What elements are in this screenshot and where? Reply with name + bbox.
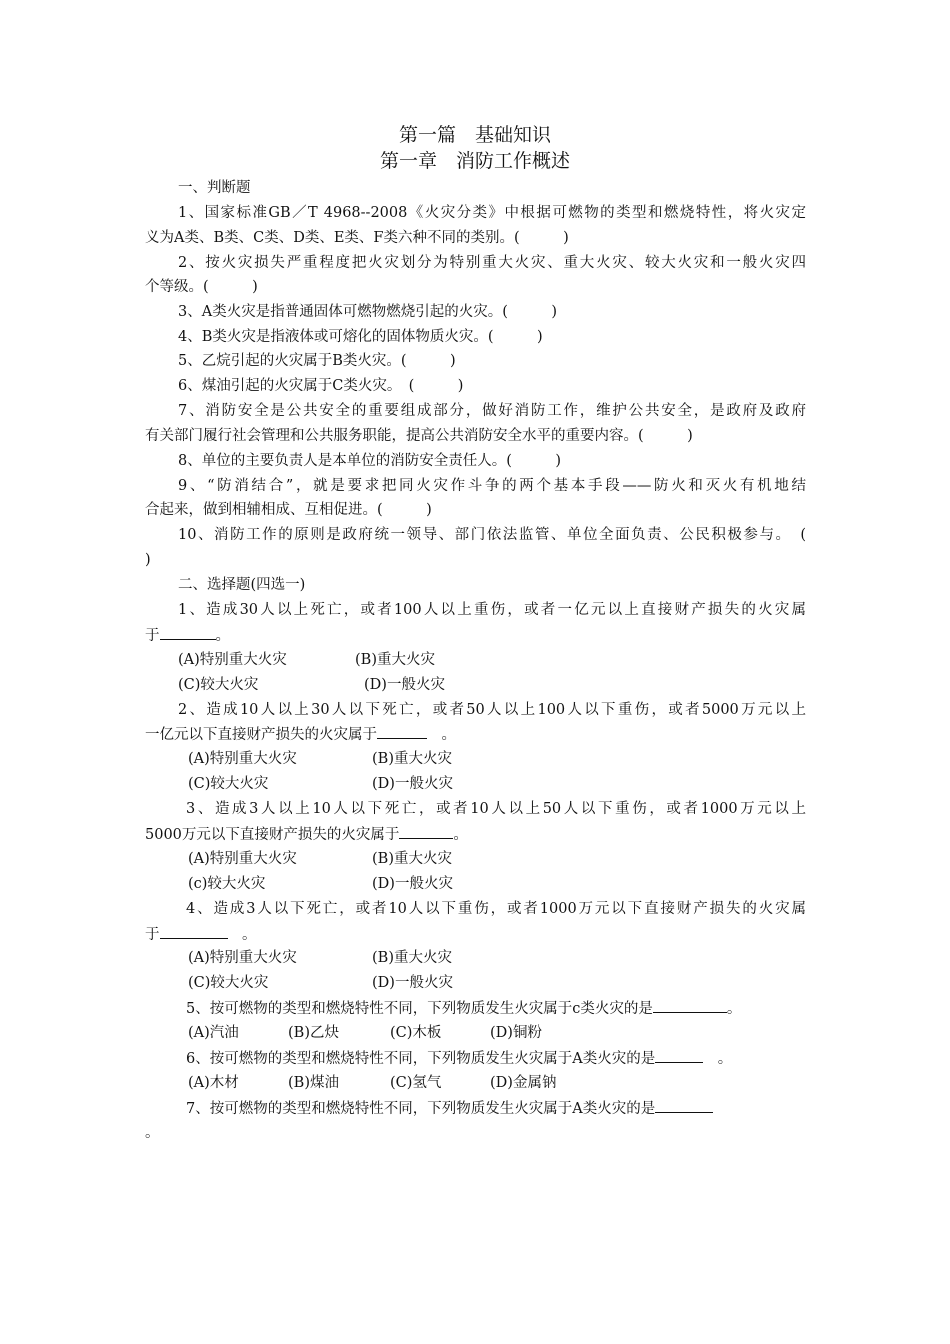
mc-5-option-c: (C)木板 bbox=[390, 1025, 442, 1041]
mc-question-5-prefix: 5、按可燃物的类型和燃烧特性不同，下列物质发生火灾属于c类火灾的是 bbox=[186, 1001, 653, 1017]
tf-question-5: 5、乙烷引起的火灾属于B类火灾。( ) bbox=[178, 353, 456, 369]
answer-blank[interactable] bbox=[399, 824, 453, 839]
mc-3-option-a: (A)特别重大火灾 bbox=[188, 851, 297, 867]
mc-4-option-b: (B)重大火灾 bbox=[372, 950, 452, 966]
mc-3-option-b: (B)重大火灾 bbox=[372, 851, 452, 867]
mc-question-1-suffix: 。 bbox=[215, 628, 230, 644]
mc-question-7 bbox=[186, 1098, 713, 1119]
mc-question-1-line1: 1、造成30人以上死亡，或者100人以上重伤，或者一亿元以上直接财产损失的火灾属 bbox=[178, 602, 806, 618]
mc-question-3-line1: 3、造成3人以上10人以下死亡，或者10人以上50人以下重伤，或者1000万元以上 bbox=[186, 801, 806, 817]
answer-blank[interactable] bbox=[655, 1098, 713, 1113]
mc-question-4-prefix: 于 bbox=[145, 927, 160, 943]
mc-question-3-prefix: 5000万元以下直接财产损失的火灾属于 bbox=[145, 827, 400, 843]
mc-6-option-b: (B)煤油 bbox=[288, 1075, 339, 1091]
tf-question-6: 6、煤油引起的火灾属于C类火灾。 ( ) bbox=[178, 378, 464, 394]
tf-question-8: 8、单位的主要负责人是本单位的消防安全责任人。( ) bbox=[178, 453, 562, 469]
mc-6-option-d: (D)金属钠 bbox=[490, 1075, 557, 1091]
tf-question-4: 4、B类火灾是指液体或可熔化的固体物质火灾。( ) bbox=[178, 329, 543, 345]
section-heading-judgment: 一、判断题 bbox=[178, 180, 251, 196]
mc-5-option-a: (A)汽油 bbox=[188, 1025, 239, 1041]
mc-question-1-line2 bbox=[145, 625, 230, 646]
mc-1-option-b: (B)重大火灾 bbox=[355, 652, 435, 668]
tf-question-9-line2: 合起来，做到相辅相成、互相促进。( ) bbox=[145, 502, 432, 518]
mc-question-7-prefix: 7、按可燃物的类型和燃烧特性不同，下列物质发生火灾属于A类火灾的是 bbox=[186, 1101, 656, 1117]
mc-question-5 bbox=[186, 998, 741, 1019]
mc-question-6-prefix: 6、按可燃物的类型和燃烧特性不同，下列物质发生火灾属于A类火灾的是 bbox=[186, 1051, 656, 1067]
tf-question-7-line1: 7、消防安全是公共安全的重要组成部分，做好消防工作，维护公共安全，是政府及政府 bbox=[178, 403, 806, 419]
mc-question-4-line2 bbox=[145, 924, 257, 945]
mc-2-option-d: (D)一般火灾 bbox=[372, 776, 453, 792]
mc-question-4-suffix: 。 bbox=[227, 927, 257, 943]
tf-question-9-line1: 9、“防消结合”，就是要求把同火灾作斗争的两个基本手段——防火和灭火有机地结 bbox=[178, 478, 806, 494]
mc-question-7-line2: 。 bbox=[145, 1125, 160, 1141]
mc-3-option-c: (c)较大火灾 bbox=[188, 876, 266, 892]
mc-3-option-d: (D)一般火灾 bbox=[372, 876, 453, 892]
mc-6-option-c: (C)氢气 bbox=[390, 1075, 442, 1091]
mc-2-option-a: (A)特别重大火灾 bbox=[188, 751, 297, 767]
mc-4-option-d: (D)一般火灾 bbox=[372, 975, 453, 991]
tf-question-3: 3、A类火灾是指普通固体可燃物燃烧引起的火灾。( ) bbox=[178, 304, 558, 320]
part-title: 第一篇 基础知识 bbox=[398, 124, 551, 146]
answer-blank[interactable] bbox=[160, 625, 216, 640]
answer-blank[interactable] bbox=[377, 724, 427, 739]
mc-question-2-suffix: 。 bbox=[427, 727, 456, 743]
mc-question-3-line2 bbox=[145, 824, 468, 845]
tf-question-10-line2: ) bbox=[145, 552, 151, 568]
answer-blank[interactable] bbox=[160, 924, 228, 939]
mc-5-option-d: (D)铜粉 bbox=[490, 1025, 542, 1041]
mc-2-option-b: (B)重大火灾 bbox=[372, 751, 452, 767]
tf-question-1-line2: 义为A类、B类、C类、D类、E类、F类六种不同的类别。( ) bbox=[145, 230, 569, 246]
mc-question-5-suffix: 。 bbox=[726, 1001, 742, 1017]
mc-question-3-suffix: 。 bbox=[453, 827, 468, 843]
mc-question-2-line1: 2、造成10人以上30人以下死亡，或者50人以上100人以下重伤，或者5000万元以上 bbox=[178, 702, 806, 718]
tf-question-7-line2: 有关部门履行社会管理和公共服务职能，提高公共消防安全水平的重要内容。( ) bbox=[145, 428, 693, 444]
mc-1-option-a: (A)特别重大火灾 bbox=[178, 652, 287, 668]
mc-6-option-a: (A)木材 bbox=[188, 1075, 239, 1091]
mc-1-option-c: (C)较大火灾 bbox=[178, 677, 259, 693]
mc-question-6 bbox=[186, 1048, 732, 1069]
chapter-title: 第一章 消防工作概述 bbox=[379, 150, 570, 172]
mc-question-2-line2 bbox=[145, 724, 456, 745]
mc-question-6-suffix: 。 bbox=[703, 1051, 733, 1067]
mc-2-option-c: (C)较大火灾 bbox=[188, 776, 269, 792]
mc-question-1-prefix: 于 bbox=[145, 628, 160, 644]
section-heading-choice: 二、选择题(四选一) bbox=[178, 577, 306, 593]
tf-question-2-line2: 个等级。( ) bbox=[145, 279, 258, 295]
answer-blank[interactable] bbox=[655, 1048, 703, 1063]
mc-1-option-d: (D)一般火灾 bbox=[364, 677, 445, 693]
mc-question-4-line1: 4、造成3人以下死亡，或者10人以下重伤，或者1000万元以下直接财产损失的火灾属 bbox=[186, 901, 806, 917]
mc-4-option-c: (C)较大火灾 bbox=[188, 975, 269, 991]
mc-5-option-b: (B)乙炔 bbox=[288, 1025, 339, 1041]
answer-blank[interactable] bbox=[653, 998, 727, 1013]
tf-question-10-line1: 10、消防工作的原则是政府统一领导、部门依法监管、单位全面负责、公民积极参与。 ( bbox=[178, 527, 806, 543]
tf-question-2-line1: 2、按火灾损失严重程度把火灾划分为特别重大火灾、重大火灾、较大火灾和一般火灾四 bbox=[178, 255, 806, 271]
mc-4-option-a: (A)特别重大火灾 bbox=[188, 950, 297, 966]
mc-question-2-prefix: 一亿元以下直接财产损失的火灾属于 bbox=[145, 727, 377, 743]
tf-question-1-line1: 1、国家标准GB／T 4968--2008《火灾分类》中根据可燃物的类型和燃烧特性，将火灾定 bbox=[178, 205, 806, 221]
